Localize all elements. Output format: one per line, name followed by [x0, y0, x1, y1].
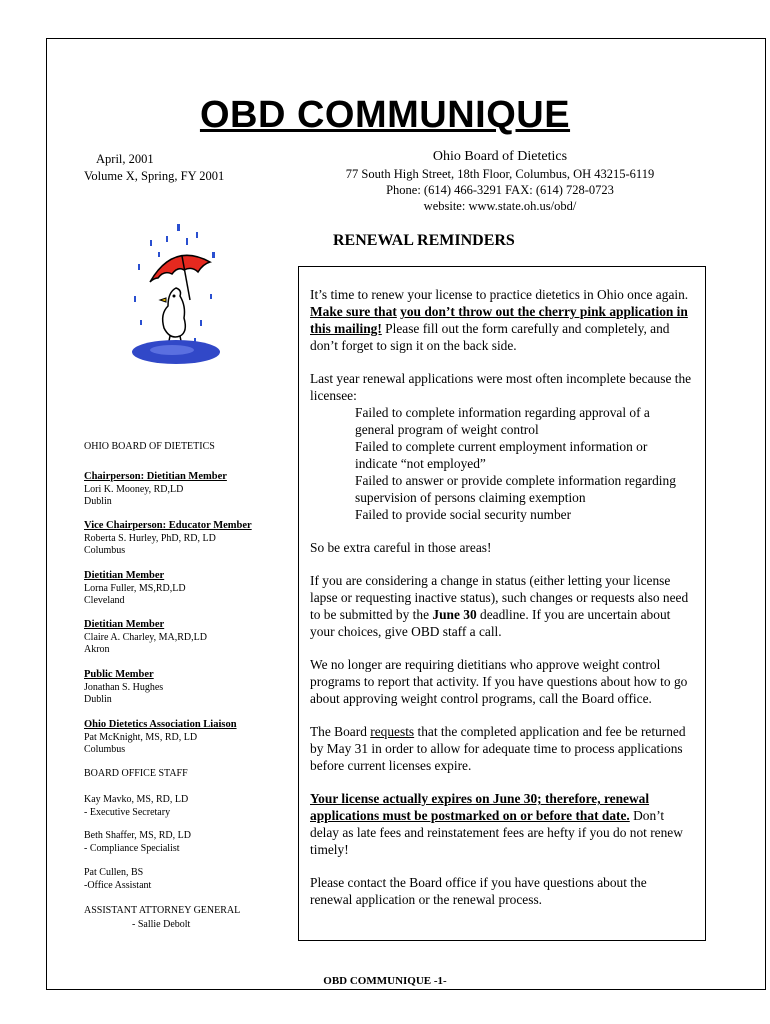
org-website: website: www.state.oh.us/obd/	[423, 199, 577, 213]
member-block: Dietitian Member Claire A. Charley, MA,RD,LD Akron	[84, 619, 207, 655]
org-name: Ohio Board of Dietetics	[432, 149, 568, 164]
article-body	[310, 286, 692, 924]
staff-block: Beth Shaffer, MS, RD, LD - Compliance Specialist	[84, 830, 191, 854]
umbrella-bird-illustration	[128, 222, 228, 372]
issue-volume: Volume X, Spring, FY 2001	[84, 169, 225, 183]
board-heading: OHIO BOARD OF DIETETICS	[84, 441, 215, 452]
org-contact	[335, 149, 665, 214]
member-block: Chairperson: Dietitian Member Lori K. Mooney, RD,LD Dublin	[84, 471, 227, 507]
paragraph: We no longer are requiring dietitians who approve weight control programs to report that activity. If you have questions about how to go about approving weight control programs, call the Board office.	[310, 657, 688, 706]
paragraph: The Board requests that the completed application and fee be returned by May 31 in order to allow for adequate time to process applications before current licenses expire.	[310, 724, 686, 773]
page-footer: OBD COMMUNIQUE -1-	[323, 975, 447, 987]
paragraph: Your license actually expires on June 30; therefore, renewal applications must be postmarked on or before that date. Don’t delay as late fees and reinstatement fees are hefty if you do not renew timely!	[310, 791, 683, 857]
org-phone-fax: Phone: (614) 466-3291 FAX: (614) 728-0723	[386, 183, 614, 197]
paragraph: Last year renewal applications were most often incomplete because the licensee:	[310, 371, 692, 403]
paragraph: So be extra careful in those areas!	[310, 540, 492, 555]
paragraph: If you are considering a change in status (either letting your license lapse or requesting inactive status), such changes or requests also need to be submitted by the June 30 deadline. If you are uncertain about your choices, give OBD staff a call.	[310, 573, 689, 639]
member-block: Dietitian Member Lorna Fuller, MS,RD,LD Cleveland	[84, 570, 186, 606]
section-heading: RENEWAL REMINDERS	[333, 232, 515, 249]
paragraph: Please contact the Board office if you have questions about the renewal application or the renewal process.	[310, 875, 647, 907]
staff-heading: BOARD OFFICE STAFF	[84, 768, 188, 779]
failure-list	[310, 404, 692, 523]
org-address: 77 South High Street, 18th Floor, Columbus, OH 43215-6119	[345, 167, 655, 181]
list-item: Failed to answer or provide complete information regarding supervision of persons claiming exemption	[355, 473, 676, 505]
member-block: Public Member Jonathan S. Hughes Dublin	[84, 669, 164, 705]
list-item: Failed to provide social security number	[355, 507, 572, 522]
member-block: Ohio Dietetics Association Liaison Pat McKnight, MS, RD, LD Columbus	[84, 719, 237, 755]
ag-heading: ASSISTANT ATTORNEY GENERAL	[84, 905, 241, 916]
staff-block: Pat Cullen, BS -Office Assistant	[84, 867, 152, 891]
newsletter-title: OBD COMMUNIQUE	[199, 94, 571, 136]
list-item: Failed to complete current employment information or indicate “not employed”	[355, 439, 648, 471]
staff-block: Kay Mavko, MS, RD, LD - Executive Secretary	[84, 794, 189, 818]
issue-info	[84, 151, 224, 185]
list-item: Failed to complete information regarding approval of a general program of weight control	[355, 405, 650, 437]
issue-date: April, 2001	[96, 152, 154, 166]
ag-name: - Sallie Debolt	[132, 919, 191, 930]
paragraph: It’s time to renew your license to practice dietetics in Ohio once again. Make sure that you don’t throw out the cherry pink application in this mailing! Please fill out the form carefully and completely, and don’t forget to sign it on the back side.	[310, 287, 689, 353]
member-block: Vice Chairperson: Educator Member Roberta S. Hurley, PhD, RD, LD Columbus	[84, 520, 252, 556]
